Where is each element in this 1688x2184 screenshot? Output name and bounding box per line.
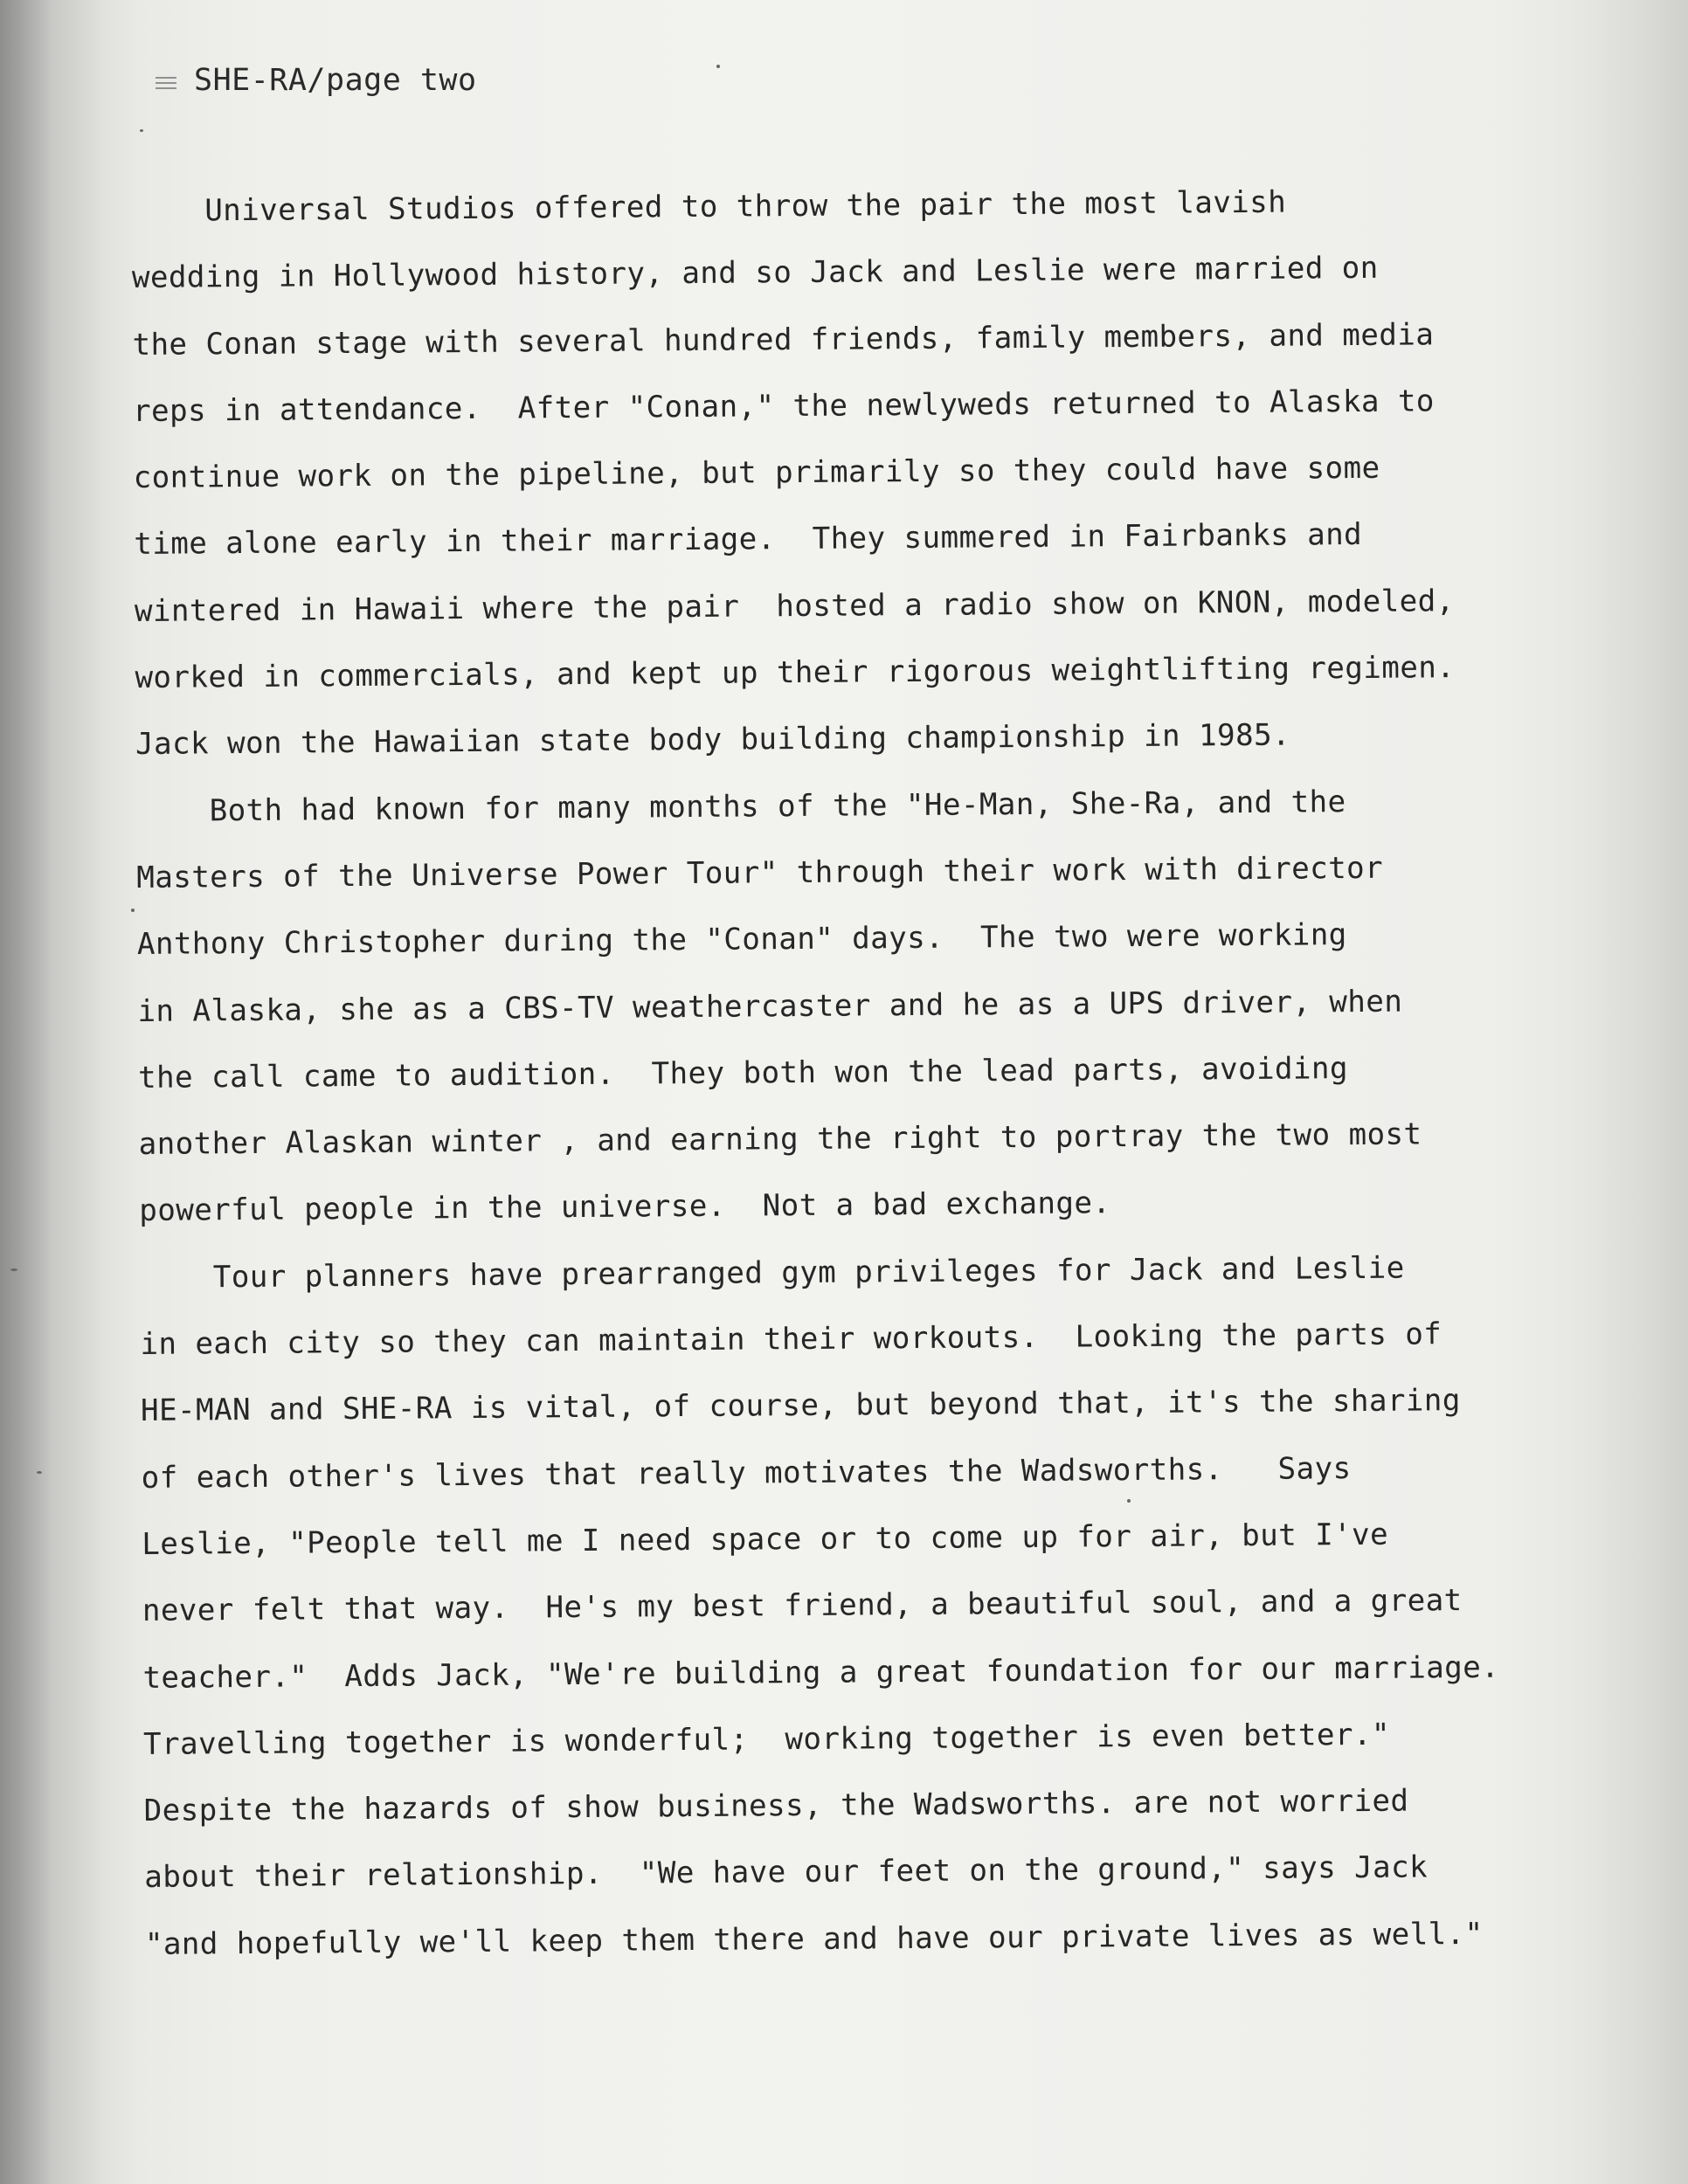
text-line: worked in commercials, and kept up their rigorous weightlifting regimen. [135,650,1456,696]
text-line: Travelling together is wonderful; working together is even better." [142,1717,1391,1762]
text-line: the call came to audition. They both won the lead parts, avoiding [137,1050,1349,1095]
text-line: in Alaska, she as a CBS-TV weathercaster and he as a UPS driver, when [137,984,1403,1029]
paper-speck [37,1471,42,1474]
page-header: SHE-RA/page two [194,63,477,98]
text-line: Despite the hazards of show business, the Wadsworths. are not worried [143,1783,1409,1829]
header-smudge [156,73,176,89]
paper-speck [140,129,143,132]
binding-shadow [0,0,105,2184]
text-line: in each city so they can maintain their workouts. Looking the parts of [140,1317,1442,1363]
text-line: Leslie, "People tell me I need space or to come up for air, but I've [142,1517,1389,1562]
text-line: reps in attendance. After "Conan," the newlyweds returned to Alaska to [132,384,1435,429]
body-text [131,167,1630,1978]
text-line: HE-MAN and SHE-RA is vital, of course, but beyond that, it's the sharing [140,1383,1461,1429]
text-line: Masters of the Universe Power Tour" through their work with director [136,850,1384,895]
text-line: "and hopefully we'll keep them there and have our private lives as well." [144,1916,1484,1962]
text-line: teacher." Adds Jack, "We're building a great foundation for our marriage. [142,1649,1500,1696]
text-line: wintered in Hawaii where the pair hosted a radio show on KNON, modeled, [134,583,1455,629]
text-line: of each other's lives that really motivates the Wadsworths. Says [141,1450,1352,1496]
paper-speck [131,909,135,912]
text-line: Universal Studios offered to throw the pair the most lavish [131,184,1287,229]
text-line: another Alaskan winter , and earning the right to portray the two most [138,1116,1422,1163]
paper-speck [716,65,720,68]
text-line: Tour planners have prearranged gym privileges for Jack and Leslie [139,1250,1405,1296]
text-line: about their relationship. "We have our feet on the ground," says Jack [144,1849,1429,1896]
text-line: time alone early in their marriage. They summered in Fairbanks and [134,517,1363,563]
text-line: the Conan stage with several hundred friends, family members, and media [132,316,1435,363]
text-line: continue work on the pipeline, but primarily so they could have some [133,450,1380,496]
text-line: never felt that way. He's my best friend, a beautiful soul, and a great [142,1583,1463,1629]
paper-speck [1127,1499,1131,1503]
paper-speck [10,1268,17,1271]
text-line: Jack won the Hawaiian state body building championship in 1985. [135,717,1291,763]
text-line: Both had known for many months of the "He-Man, She-Ra, and the [135,784,1346,829]
text-line: Anthony Christopher during the "Conan" days. The two were working [136,917,1347,963]
text-line: wedding in Hollywood history, and so Jack and Leslie were married on [131,251,1379,296]
text-line: powerful people in the universe. Not a bad exchange. [139,1185,1111,1229]
